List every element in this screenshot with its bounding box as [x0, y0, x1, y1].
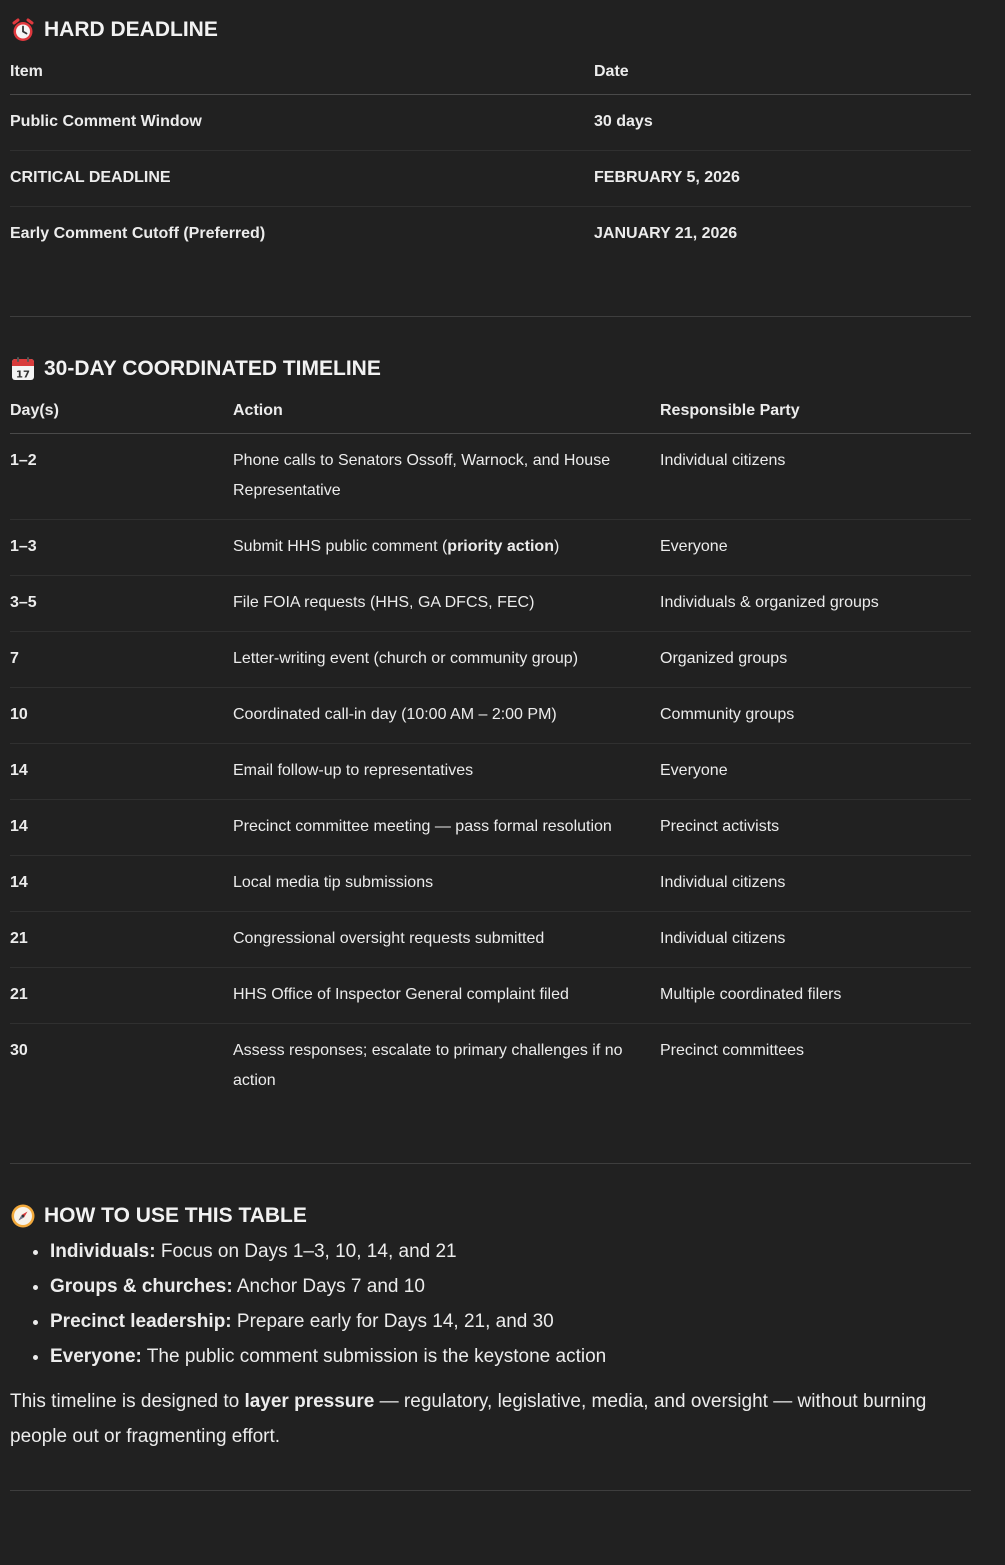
howto-list — [10, 1234, 971, 1374]
deadline-table — [10, 50, 971, 262]
list-item-label: Precinct leadership: — [50, 1311, 232, 1332]
deadline-item-cell: Early Comment Cutoff (Preferred) — [10, 225, 266, 242]
action-cell: Assess responses; escalate to primary challenges if no action — [233, 1042, 623, 1089]
table-row — [10, 151, 971, 207]
party-cell: Precinct activists — [660, 800, 971, 856]
timeline-table — [10, 389, 971, 1109]
list-item-text: Focus on Days 1–3, 10, 14, and 21 — [155, 1241, 457, 1262]
day-cell: 14 — [10, 800, 233, 856]
party-cell: Community groups — [660, 688, 971, 744]
timeline-header-action: Action — [233, 389, 660, 434]
section-divider — [10, 1490, 971, 1491]
deadline-item-cell: Public Comment Window — [10, 95, 594, 151]
action-text: ) — [553, 538, 560, 555]
day-cell: 21 — [10, 912, 233, 968]
howto-section-title — [10, 1200, 971, 1232]
party-cell: Individual citizens — [660, 434, 971, 520]
list-item — [50, 1304, 971, 1339]
action-emphasis: priority action — [447, 538, 554, 555]
action-cell: Precinct committee meeting — pass formal resolution — [233, 800, 660, 856]
list-item-label: Everyone: — [50, 1346, 142, 1367]
day-cell: 10 — [10, 688, 233, 744]
timeline-title-text: 30-DAY COORDINATED TIMELINE — [44, 357, 381, 380]
day-cell: 3–5 — [10, 576, 233, 632]
timeline-section-title — [10, 353, 971, 385]
table-row — [10, 434, 971, 520]
action-cell: Coordinated call-in day (10:00 AM – 2:00 PM) — [233, 688, 660, 744]
action-cell: HHS Office of Inspector General complaint filed — [233, 968, 660, 1024]
party-cell: Precinct committees — [660, 1042, 805, 1059]
table-row — [10, 744, 971, 800]
party-cell: Multiple coordinated filers — [660, 968, 971, 1024]
deadline-table-header-row — [10, 50, 971, 95]
action-cell: Congressional oversight requests submitted — [233, 912, 660, 968]
party-cell: Individual citizens — [660, 912, 971, 968]
timeline-header-days: Day(s) — [10, 389, 233, 434]
list-item-text: The public comment submission is the keystone action — [141, 1346, 607, 1367]
calendar-icon-date: 17 — [16, 369, 30, 381]
day-cell: 21 — [10, 968, 233, 1024]
action-cell — [233, 520, 660, 576]
compass-icon — [10, 1203, 36, 1229]
deadline-title-text: HARD DEADLINE — [44, 18, 218, 41]
day-cell: 14 — [10, 744, 233, 800]
howto-title-text: HOW TO USE THIS TABLE — [44, 1204, 307, 1227]
action-cell: Email follow-up to representatives — [233, 744, 660, 800]
table-row — [10, 207, 971, 263]
party-cell: Individual citizens — [660, 856, 971, 912]
document-content — [10, 0, 971, 1491]
table-row — [10, 856, 971, 912]
table-row — [10, 1024, 971, 1110]
table-row — [10, 632, 971, 688]
deadline-header-item: Item — [10, 50, 594, 95]
party-cell: Individuals & organized groups — [660, 576, 971, 632]
day-cell: 7 — [10, 632, 233, 688]
list-item — [50, 1234, 971, 1269]
timeline-table-header-row — [10, 389, 971, 434]
table-row — [10, 968, 971, 1024]
table-row — [10, 95, 971, 151]
list-item-text: Anchor Days 7 and 10 — [232, 1276, 425, 1297]
timeline-header-party: Responsible Party — [660, 389, 971, 434]
deadline-date-cell: JANUARY 21, 2026 — [594, 225, 738, 242]
list-item-text: Prepare early for Days 14, 21, and 30 — [231, 1311, 554, 1332]
table-row — [10, 520, 971, 576]
deadline-date-cell: 30 days — [594, 95, 971, 151]
table-row — [10, 912, 971, 968]
day-cell: 1–3 — [10, 520, 233, 576]
deadline-section-title — [10, 14, 971, 46]
deadline-header-date: Date — [594, 50, 971, 95]
action-cell: File FOIA requests (HHS, GA DFCS, FEC) — [233, 576, 660, 632]
deadline-date-cell: FEBRUARY 5, 2026 — [594, 151, 971, 207]
party-cell: Everyone — [660, 744, 971, 800]
deadline-item-cell: CRITICAL DEADLINE — [10, 151, 594, 207]
action-cell: Local media tip submissions — [233, 856, 660, 912]
list-item-label: Individuals: — [50, 1241, 156, 1262]
party-cell: Everyone — [660, 520, 971, 576]
action-text: Submit HHS public comment ( — [233, 538, 448, 555]
party-cell: Organized groups — [660, 632, 971, 688]
day-cell: 14 — [10, 856, 233, 912]
day-cell: 1–2 — [10, 434, 233, 520]
table-row — [10, 576, 971, 632]
table-row — [10, 688, 971, 744]
alarm-clock-icon — [10, 17, 36, 43]
list-item — [50, 1269, 971, 1304]
table-row — [10, 800, 971, 856]
action-cell: Letter-writing event (church or community group) — [233, 632, 660, 688]
action-cell: Phone calls to Senators Ossoff, Warnock, and House Representative — [233, 434, 660, 520]
list-item — [50, 1339, 971, 1374]
summary-emphasis: layer pressure — [244, 1391, 375, 1412]
day-cell: 30 — [10, 1042, 28, 1059]
summary-text: This timeline is designed to — [10, 1391, 245, 1412]
summary-paragraph — [10, 1384, 930, 1454]
summary-text: — regulatory, legislative, media, and oversight — without burning people out or fragmenting effort. — [10, 1391, 927, 1447]
list-item-label: Groups & churches: — [50, 1276, 233, 1297]
calendar-icon — [10, 356, 36, 382]
